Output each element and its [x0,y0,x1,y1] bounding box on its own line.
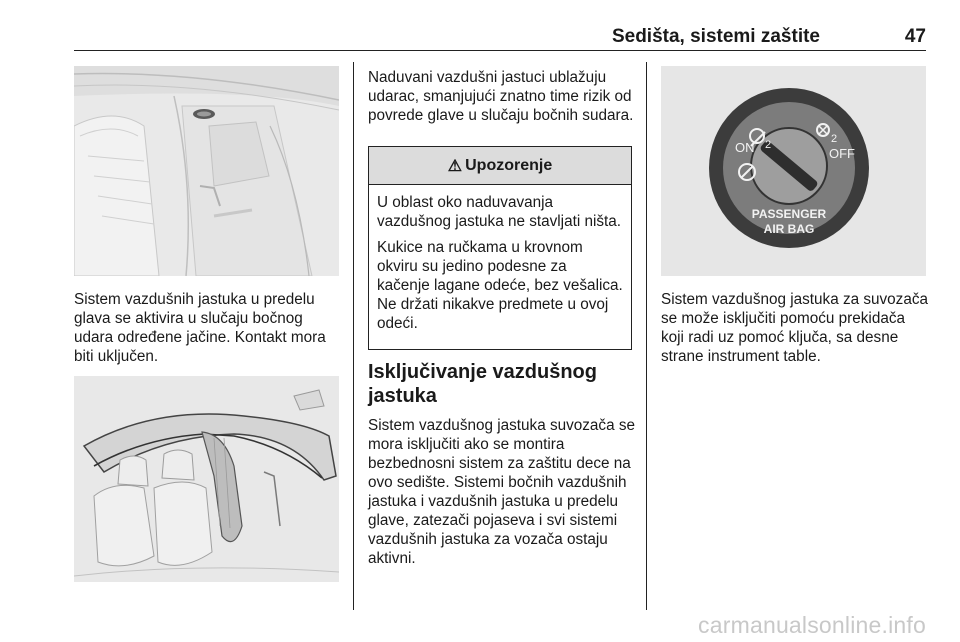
figure-caption-3: Sistem vazdušnog jastuka za suvozača se može isključiti pomoću prekidača koji radi uz pomoć ključa, sa desne strane instrument table. [661,291,928,365]
watermark: carmanualsonline.info [698,612,926,638]
warning-header [369,147,631,185]
warning-paragraph-1: U oblast oko naduvavanja vazdušnog jastuka ne stavljati ništa. [377,194,622,230]
section-body: Sistem vazdušnog jastuka suvozača se mora isključiti ako se montira bezbednosni sistem za zaštitu dece na ovo sedište. Sistemi bočnih vazdušnih jastuka i vazdušnih jastuka u predelu glave, zatezači pojaseva i svi sistemi vazdušnih jastuka za vozača ostaju aktivni. [368,417,635,567]
airbag-switch-figure [661,66,926,276]
figure-caption-1: Sistem vazdušnih jastuka u predelu glava se aktivira u slučaju bočnog udara određene jačine. Kontakt mora biti uključen. [74,291,326,365]
switch-label-passenger: PASSENGER [751,207,827,221]
page-number: 47 [904,26,926,47]
curtain-airbag-figure [74,376,339,582]
svg-text:2: 2 [765,139,772,151]
interior-pillar-figure [74,66,339,276]
warning-box [368,146,632,350]
curtain-airbag-illustration [74,376,339,582]
section-heading: Isključivanje vazdušnog jastuka [368,361,597,407]
column-divider-left [353,62,354,610]
switch-label-off: OFF [829,146,855,161]
warning-body [369,193,631,333]
running-header-title: Sedišta, sistemi zaštite [611,26,820,47]
interior-pillar-illustration [74,66,339,276]
warning-title: Upozorenje [465,156,553,174]
svg-text:2: 2 [831,133,838,145]
header-rule [74,50,926,51]
warning-triangle-icon: ⚠ [447,157,463,175]
switch-label-airbag: AIR BAG [763,222,815,236]
warning-paragraph-2: Kukice na ručkama u krovnom okviru su jedino podesne za kačenje lagane odeće, bez vešalica. Ne držati nikakve predmete u ovoj odeći. [377,239,623,332]
intro-paragraph: Naduvani vazdušni jastuci ublažuju udarac, smanjujući znatno time rizik od povrede glave u slučaju bočnih sudara. [368,69,634,124]
column-divider-right [646,62,647,610]
switch-label-on: ON [735,140,755,155]
airbag-switch-illustration [661,66,926,276]
